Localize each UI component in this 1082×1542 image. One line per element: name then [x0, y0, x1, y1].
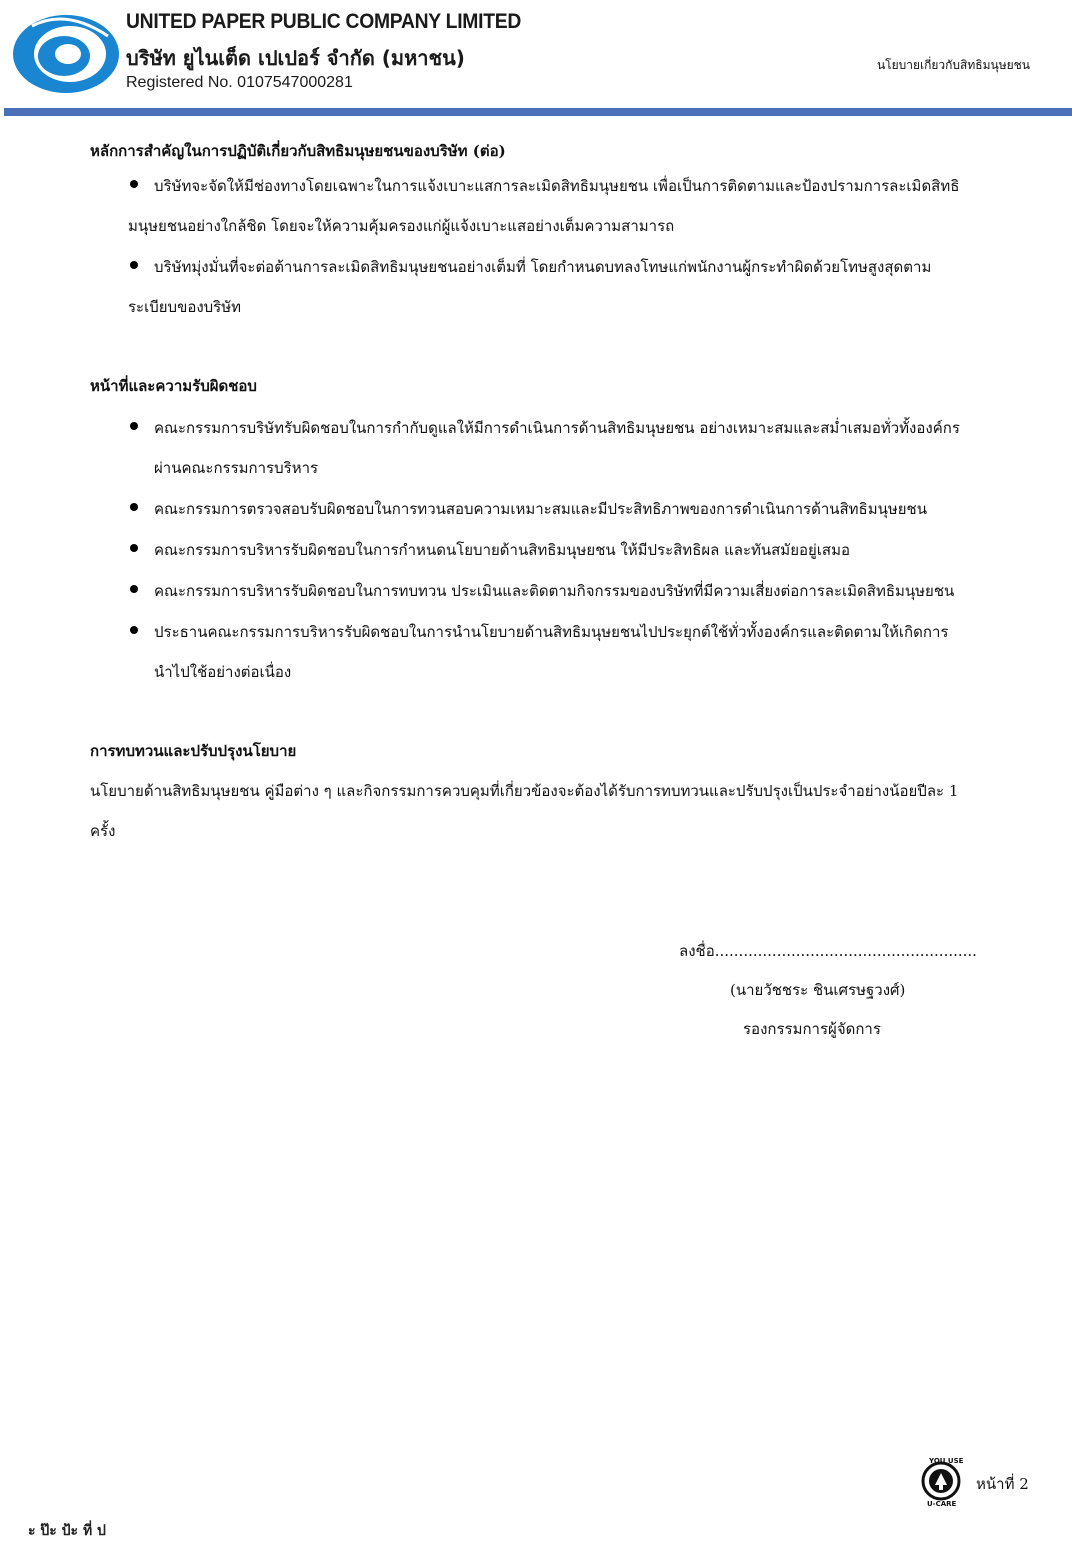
bullet-icon [130, 422, 138, 430]
list-item-line: คณะกรรมการตรวจสอบรับผิดชอบในการทวนสอบความเหมาะสมและมีประสิทธิภาพของการดำเนินการด้านสิทธิมนุษยชน [154, 500, 927, 518]
svg-text:YOU USE: YOU USE [929, 1457, 964, 1465]
registration-number: Registered No. 0107547000281 [126, 74, 353, 91]
section-heading-principles: หลักการสำคัญในการปฏิบัติเกี่ยวกับสิทธิมนุษยชนของบริษัท (ต่อ) [90, 142, 506, 160]
list-item-line: คณะกรรมการบริษัทรับผิดชอบในการกำกับดูแลให้มีการดำเนินการด้านสิทธิมนุษยชน อย่างเหมาะสมและสม่ำเสมอทั่วทั้งองค์กร [154, 419, 960, 437]
bullet-icon [130, 503, 138, 511]
bullet-icon [130, 180, 138, 188]
document-title: นโยบายเกี่ยวกับสิทธิมนุษยชน [876, 58, 1030, 72]
list-item-line: ผ่านคณะกรรมการบริหาร [154, 459, 319, 477]
company-name-thai: บริษัท ยูไนเต็ด เปเปอร์ จำกัด (มหาชน) [126, 46, 465, 70]
bullet-icon [130, 585, 138, 593]
list-item-line: ประธานคณะกรรมการบริหารรับผิดชอบในการนำนโยบายด้านสิทธิมนุษยชนไปประยุกต์ใช้ทั่วทั้งองค์กรและติดตามให้เกิดการ [154, 623, 949, 641]
page-number: หน้าที่ 2 [976, 1475, 1029, 1493]
list-item-line: คณะกรรมการบริหารรับผิดชอบในการทบทวน ประเมินและติดตามกิจกรรมของบริษัทที่มีความเสี่ยงต่อการละเมิดสิทธิมนุษยชน [154, 582, 955, 600]
list-item-line: มนุษยชนอย่างใกล้ชิด โดยจะให้ความคุ้มครองแก่ผู้แจ้งเบาะแสอย่างเต็มความสามารถ [128, 217, 675, 235]
list-item-line: ระเบียบของบริษัท [128, 298, 242, 316]
paragraph-line: นโยบายด้านสิทธิมนุษยชน คู่มือต่าง ๆ และกิจกรรมการควบคุมที่เกี่ยวข้องจะต้องได้รับการทบทวนและปรับปรุงเป็นประจำอย่างน้อยปีละ 1 [90, 782, 959, 800]
bullet-icon [130, 544, 138, 552]
list-item-line: นำไปใช้อย่างต่อเนื่อง [154, 663, 292, 681]
header-divider [4, 108, 1072, 116]
section-heading-responsibilities: หน้าที่และความรับผิดชอบ [90, 377, 257, 395]
bullet-icon [130, 261, 138, 269]
footer-partial-text: ะ ป๊ะ ป้ะ ที่ ป [28, 1523, 106, 1539]
signature-line: ลงชื่อ....................................................... [679, 942, 977, 960]
list-item-line: บริษัทจะจัดให้มีช่องทางโดยเฉพาะในการแจ้งเบาะแสการละเมิดสิทธิมนุษยชน เพื่อเป็นการติดตามและป้องปรามการละเมิดสิทธิ [154, 177, 960, 195]
signatory-name: (นายวัชชระ ชินเศรษฐวงศ์) [730, 981, 906, 999]
list-item-line: บริษัทมุ่งมั่นที่จะต่อต้านการละเมิดสิทธิมนุษยชนอย่างเต็มที่ โดยกำหนดบทลงโทษแก่พนักงานผู้กระทำผิดด้วยโทษสูงสุดตาม [154, 258, 932, 276]
svg-text:U-CARE: U-CARE [927, 1500, 957, 1507]
company-logo-icon [12, 14, 120, 94]
paragraph-line: ครั้ง [90, 822, 116, 840]
bullet-icon [130, 626, 138, 634]
company-name-english: UNITED PAPER PUBLIC COMPANY LIMITED [126, 10, 522, 33]
u-care-badge-icon [915, 1455, 967, 1507]
signatory-position: รองกรรมการผู้จัดการ [743, 1020, 881, 1038]
list-item-line: คณะกรรมการบริหารรับผิดชอบในการกำหนดนโยบายด้านสิทธิมนุษยชน ให้มีประสิทธิผล และทันสมัยอยู่เสมอ [154, 541, 850, 559]
section-heading-review: การทบทวนและปรับปรุงนโยบาย [90, 742, 297, 760]
